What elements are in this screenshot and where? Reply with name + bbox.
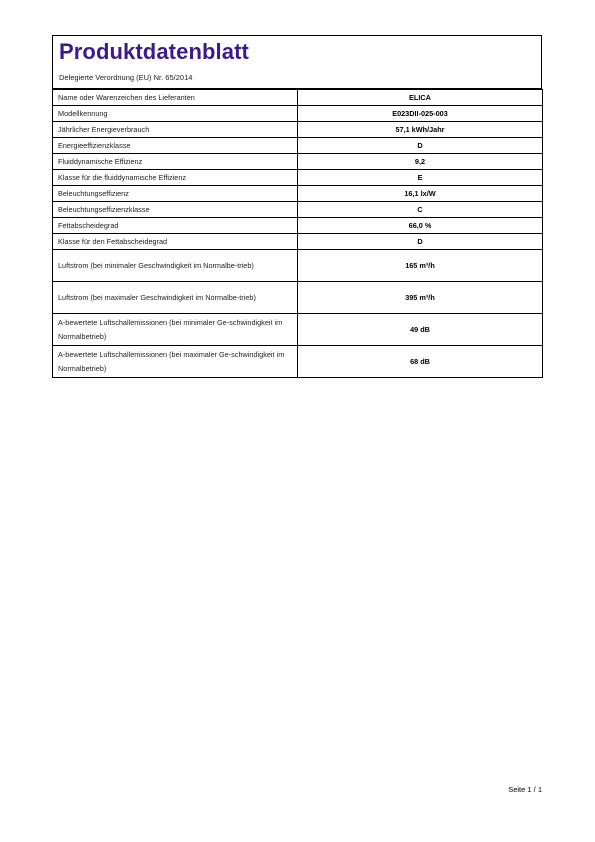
table-row xyxy=(53,218,543,234)
row-label: Beleuchtungseffizienz xyxy=(53,186,298,202)
row-label: Energieeffizienzklasse xyxy=(53,138,298,154)
row-value: 9,2 xyxy=(298,154,543,170)
row-value: 395 m³/h xyxy=(298,282,543,314)
row-label: Beleuchtungseffizienzklasse xyxy=(53,202,298,218)
row-label: Fettabscheidegrad xyxy=(53,218,298,234)
row-value: 16,1 lx/W xyxy=(298,186,543,202)
table-row xyxy=(53,186,543,202)
table-row xyxy=(53,122,543,138)
table-row xyxy=(53,346,543,378)
row-value: ELICA xyxy=(298,90,543,106)
table-row xyxy=(53,170,543,186)
row-label: A-bewertete Luftschallemissionen (bei minimaler Ge-schwindigkeit im Normalbetrieb) xyxy=(53,314,298,346)
row-value: D xyxy=(298,138,543,154)
row-value: E023DII-025-003 xyxy=(298,106,543,122)
page-title: Produktdatenblatt xyxy=(59,39,249,64)
row-value: 66,0 % xyxy=(298,218,543,234)
row-label: Luftstrom (bei maximaler Geschwindigkeit im Normalbe-trieb) xyxy=(53,282,298,314)
table-row xyxy=(53,202,543,218)
row-value: E xyxy=(298,170,543,186)
row-label: Jährlicher Energieverbrauch xyxy=(53,122,298,138)
table-row xyxy=(53,250,543,282)
table-row xyxy=(53,90,543,106)
product-data-sheet xyxy=(52,35,542,378)
row-label: Name oder Warenzeichen des Lieferanten xyxy=(53,90,298,106)
row-value: C xyxy=(298,202,543,218)
product-data-table xyxy=(52,89,543,378)
regulation-subtitle: Delegierte Verordnung (EU) Nr. 65/2014 xyxy=(59,73,193,82)
row-label: A-bewertete Luftschallemissionen (bei maximaler Ge-schwindigkeit im Normalbetrieb) xyxy=(53,346,298,378)
row-value: 49 dB xyxy=(298,314,543,346)
table-row xyxy=(53,138,543,154)
row-value: 165 m³/h xyxy=(298,250,543,282)
row-value: D xyxy=(298,234,543,250)
table-row xyxy=(53,314,543,346)
table-row xyxy=(53,234,543,250)
row-label: Fluiddynamische Effizienz xyxy=(53,154,298,170)
row-value: 68 dB xyxy=(298,346,543,378)
page-number: Seite 1 / 1 xyxy=(508,785,542,794)
table-row xyxy=(53,154,543,170)
row-label: Luftstrom (bei minimaler Geschwindigkeit im Normalbe-trieb) xyxy=(53,250,298,282)
sheet-header xyxy=(52,35,542,89)
row-label: Klasse für die fluiddynamische Effizienz xyxy=(53,170,298,186)
table-row xyxy=(53,282,543,314)
row-label: Klasse für den Fettabscheidegrad xyxy=(53,234,298,250)
row-label: Modellkennung xyxy=(53,106,298,122)
table-row xyxy=(53,106,543,122)
row-value: 57,1 kWh/Jahr xyxy=(298,122,543,138)
